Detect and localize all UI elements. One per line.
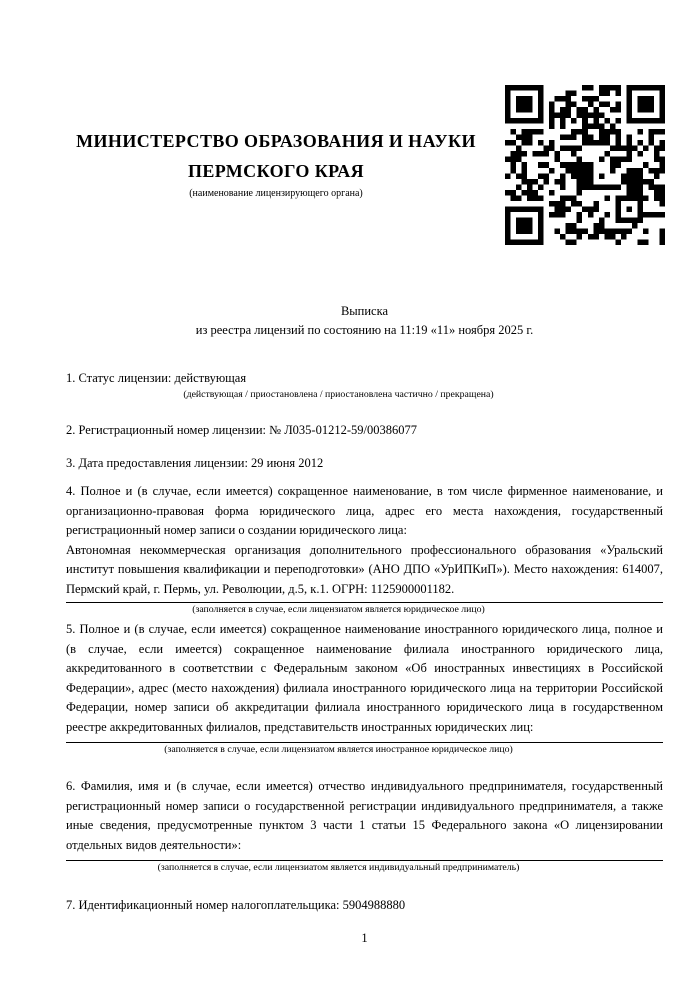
ministry-name-line1: МИНИСТЕРСТВО ОБРАЗОВАНИЯ И НАУКИ [76,131,476,151]
qr-code [505,85,665,245]
title-line2: из реестра лицензий по состоянию на 11:19 «11» ноября 2025 г. [195,323,534,337]
document-body [0,302,700,948]
field-entrepreneur-label: 6. Фамилия, имя и (в случае, если имеется) отчество индивидуального предпринимателя, государственный регистрационный номер записи о государственной регистрации индивидуального предпринимателя, а также иные сведения, предусмотренные пунктом 3 части 1 статьи 15 Федерального закона «О лицензировании отдельных видов деятельности»: [66,779,663,852]
document-title [66,302,663,340]
field-foreign-entity-label: 5. Полное и (в случае, если имеется) сокращенное наименование иностранного юридического лица, полное и (в случае, если имеется) сокращенное наименование филиала иностранного юридического лица, аккредитованного в соответствии с Федеральным законом «Об иностранных инвестициях в Российской Федерации», адрес (место нахождения) филиала иностранного юридического лица на территории Российской Федерации, номер записи об аккредитации филиала иностранного юридического лица в государственном реестре аккредитованных филиалов, представительств иностранных юридических лиц: [66,622,663,734]
qr-code-canvas [505,85,665,245]
ministry-name-caption: (наименование лицензирующего органа) [189,188,363,199]
field-legal-entity-label: 4. Полное и (в случае, если имеется) сокращенное наименование, в том числе фирменное наименование, и организационно-правовая форма юридического лица, адрес его места нахождения, государственный регистрационный номер записи о создании юридического лица: [66,484,663,537]
field-license-status: 1. Статус лицензии: действующая [66,371,247,385]
field-license-status-caption: (действующая / приостановлена / приостановлена частично / прекращена) [183,389,494,400]
field-grant-date: 3. Дата предоставления лицензии: 29 июня 2012 [66,456,324,470]
licensing-authority-header [66,126,486,200]
field-foreign-entity-caption: (заполняется в случае, если лицензиатом является иностранное юридическое лицо) [164,744,513,755]
field-legal-entity-caption: (заполняется в случае, если лицензиатом является юридическое лицо) [192,604,485,615]
field-registration-number: 2. Регистрационный номер лицензии: № Л035-01212-59/00386077 [66,423,417,437]
field-entrepreneur-caption: (заполняется в случае, если лицензиатом является индивидуальный предприниматель) [157,862,520,873]
ministry-name-line2: ПЕРМСКОГО КРАЯ [187,161,365,181]
field-taxpayer-number: 7. Идентификационный номер налогоплательщика: 5904988880 [66,898,406,912]
page-number: 1 [361,931,368,945]
field-legal-entity-value: Автономная некоммерческая организация дополнительного профессионального образования «Уральский институт повышения квалификации и переподготовки» (АНО ДПО «УрИПКиП»). Место нахождения: 614007, Пермский край, г. Пермь, ул. Революции, д.5, к.1. ОГРН: 1125900001182. [66,542,663,596]
title-line1: Выписка [340,304,389,318]
